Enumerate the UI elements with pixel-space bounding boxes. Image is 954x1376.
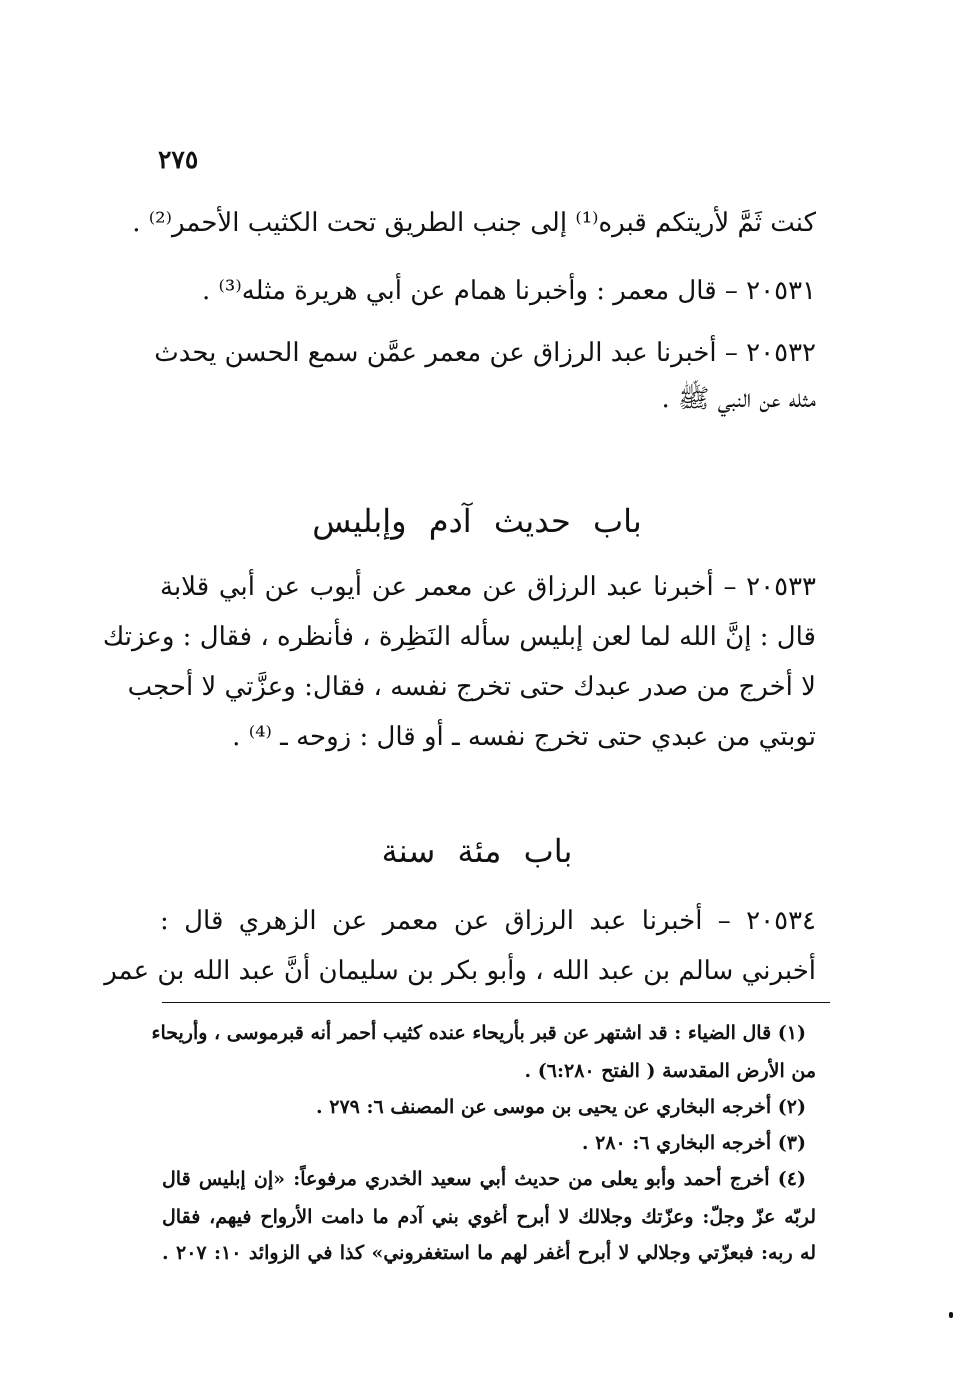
footnote-4-line-3: له ربه: فبعزّتي وجلالي لا أبرح أغفر لهم ما استغفروني» كذا في الزوائد ١٠: ٢٠٧ . <box>162 1242 816 1264</box>
hadith-20533-line-1: ٢٠٥٣٣ – أخبرنا عبد الرزاق عن معمر عن أيوب عن أبي قلابة <box>160 572 816 602</box>
hadith-20531: ٢٠٥٣١ – قال معمر : وأخبرنا همام عن أبي هريرة مثله⁽³⁾ . <box>201 276 816 306</box>
page-number: ٢٧٥ <box>158 145 199 174</box>
footnote-2: (٢) أخرجه البخاري عن يحيى بن موسى عن المصنف ٦: ٢٧٩ . <box>316 1096 806 1118</box>
hadith-20534-line-1: ٢٠٥٣٤ – أخبرنا عبد الرزاق عن معمر عن الزهري قال : <box>160 906 816 936</box>
hadith-20532-line-2: مثله عن النبي ﷺ . <box>661 384 816 414</box>
hadith-20533-line-4: توبتي من عبدي حتى تخرج نفسه ـ أو قال : زوحه ـ ⁽⁴⁾ . <box>232 722 816 752</box>
hadith-20532-line-1: ٢٠٥٣٢ – أخبرنا عبد الرزاق عن معمر عمَّن سمع الحسن يحدث <box>154 338 816 368</box>
section-heading-hundred-years: باب مئة سنة <box>381 832 573 870</box>
hadith-20533-line-3: لا أخرج من صدر عبدك حتى تخرج نفسه ، فقال: وعزَّتي لا أحجب <box>127 672 816 702</box>
section-heading-adam-iblis: باب حديث آدم وإبليس <box>312 502 642 540</box>
footnote-4-line-2: لربّه عزّ وجلّ: وعزّتك وجلالك لا أبرح أغوي بني آدم ما دامت الأرواح فيهم، فقال <box>162 1206 816 1228</box>
hadith-20534-line-2: أخبرني سالم بن عبد الله ، وأبو بكر بن سليمان أنَّ عبد الله بن عمر <box>104 956 816 986</box>
hadith-20533-line-2: قال : إنَّ الله لما لعن إبليس سأله النَظِرة ، فأنظره ، فقال : وعزتك <box>102 622 816 652</box>
footnote-1-line-2: من الأرض المقدسة ( الفتح ٦:٢٨٠) . <box>524 1060 816 1082</box>
body-line-1: كنت ثَمَّ لأريتكم قبره⁽¹⁾ إلى جنب الطريق تحت الكثيب الأحمر⁽²⁾ . <box>132 208 816 238</box>
footnote-1-line-1: (١) قال الضياء : قد اشتهر عن قبر بأريحاء عنده كثيب أحمر أنه قبرموسى ، وأريحاء <box>151 1022 806 1044</box>
footnote-separator <box>162 1002 830 1003</box>
margin-speck <box>949 1312 953 1318</box>
footnote-4-line-1: (٤) أخرج أحمد وأبو يعلى من حديث أبي سعيد الخدري مرفوعاً: «إن إبليس قال <box>162 1168 806 1190</box>
footnote-3: (٣) أخرجه البخاري ٦: ٢٨٠ . <box>581 1132 806 1154</box>
